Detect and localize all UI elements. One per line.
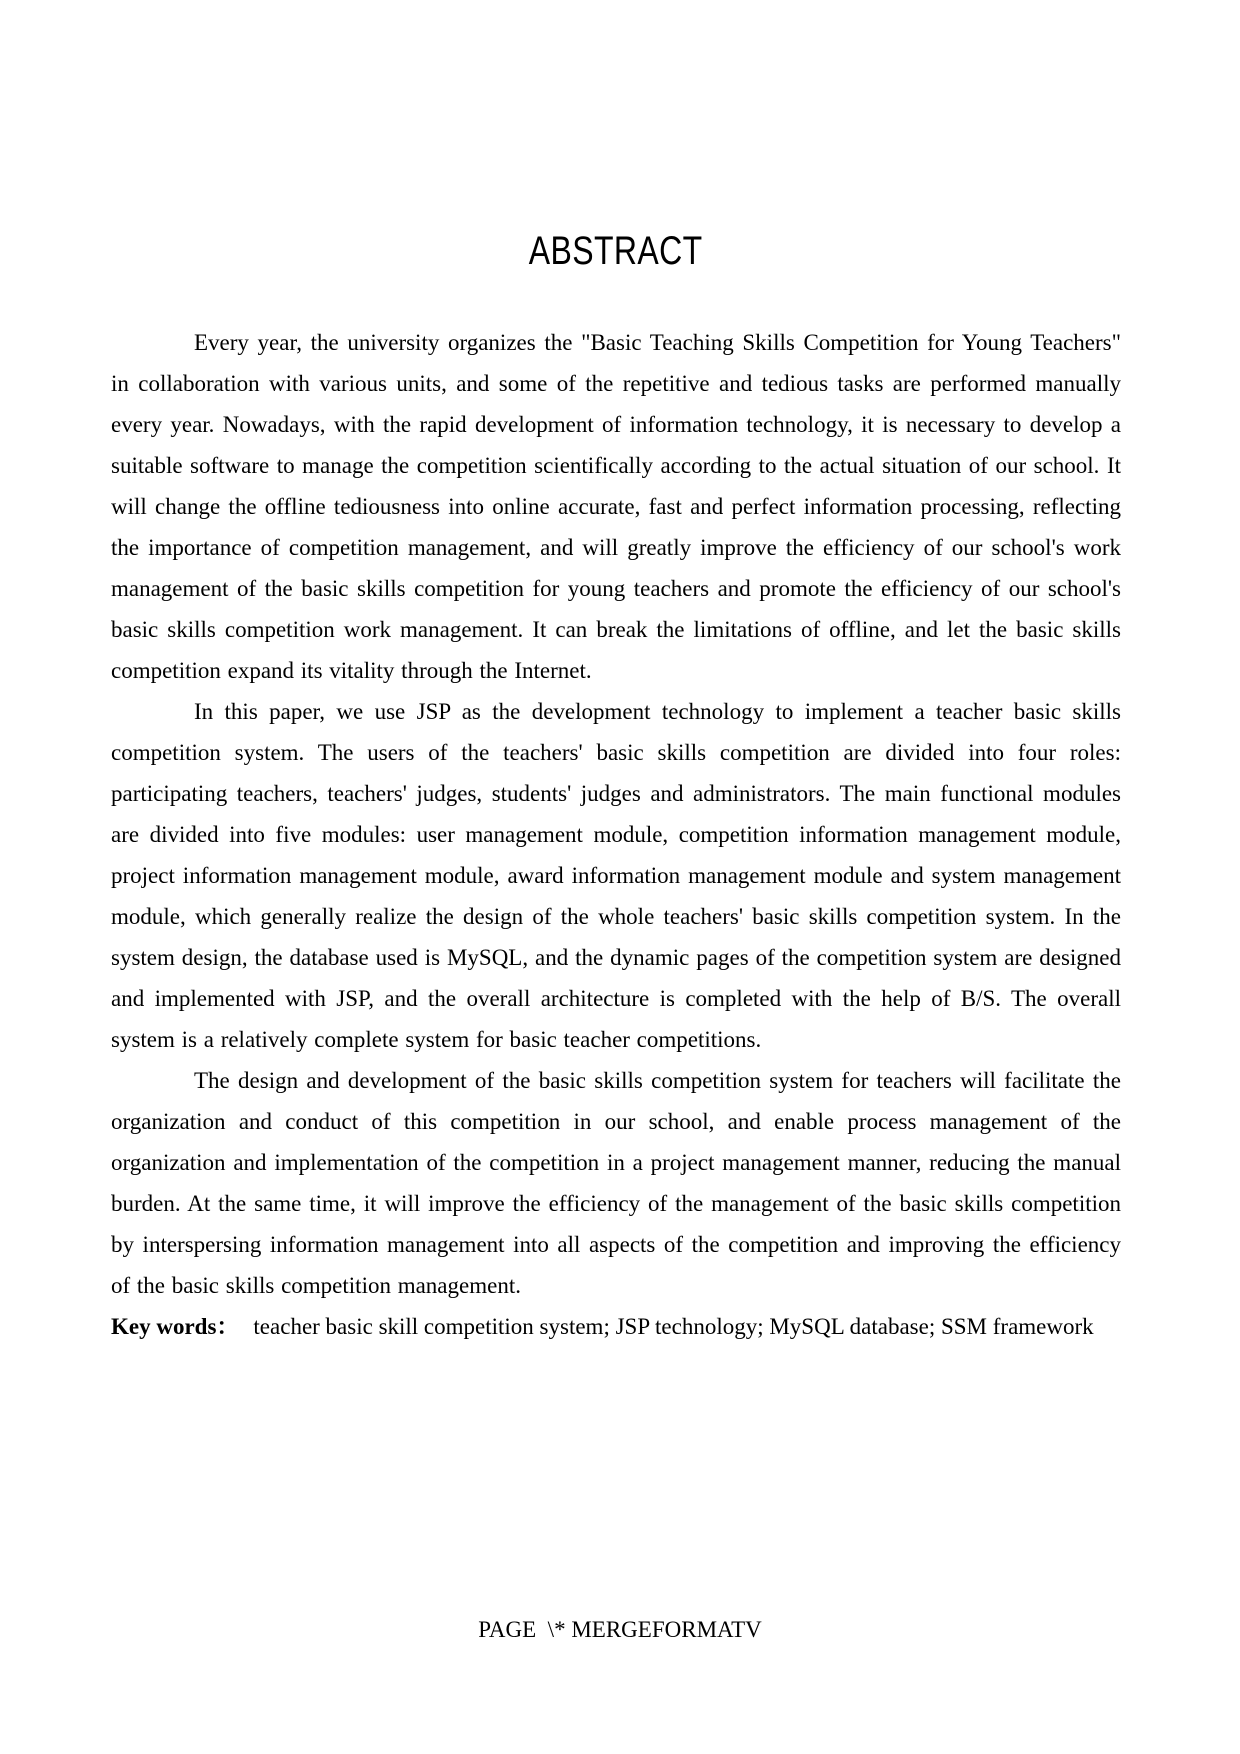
page-title bbox=[111, 0, 1121, 274]
page-title-text: ABSTRACT bbox=[529, 229, 703, 273]
abstract-paragraph-2: In this paper, we use JSP as the development technology to implement a teacher basic skills competition system. The users of the teachers' basic skills competition are divided into four roles: participating teachers, teachers' judges, students' judges and administrators. The main functional modules are divided into five modules: user management module, competition information management module, project information management module, award information management module and system management module, which generally realize the design of the whole teachers' basic skills competition system. In the system design, the database used is MySQL, and the dynamic pages of the competition system are designed and implemented with JSP, and the overall architecture is completed with the help of B/S. The overall system is a relatively complete system for basic teacher competitions. bbox=[111, 699, 1121, 1052]
keywords-label: Key words： bbox=[111, 1314, 240, 1339]
keywords-text: teacher basic skill competition system; JSP technology; MySQL database; SSM framework bbox=[253, 1314, 1094, 1339]
page-footer-field: PAGE \* MERGEFORMATV bbox=[478, 1617, 762, 1642]
abstract-paragraph-3: The design and development of the basic skills competition system for teachers will facilitate the organization and conduct of this competition in our school, and enable process management of the organization and implementation of the competition in a project management manner, reducing the manual burden. At the same time, it will improve the efficiency of the management of the basic skills competition by interspersing information management into all aspects of the competition and improving the efficiency of the basic skills competition management. bbox=[111, 1068, 1121, 1298]
abstract-content bbox=[111, 0, 1121, 1347]
abstract-paragraph-1: Every year, the university organizes the "Basic Teaching Skills Competition for Young Teachers" in collaboration with various units, and some of the repetitive and tedious tasks are performed manually every year. Nowadays, with the rapid development of information technology, it is necessary to develop a suitable software to manage the competition scientifically according to the actual situation of our school. It will change the offline tediousness into online accurate, fast and perfect information processing, reflecting the importance of competition management, and will greatly improve the efficiency of our school's work management of the basic skills competition for young teachers and promote the efficiency of our school's basic skills competition work management. It can break the limitations of offline, and let the basic skills competition expand its vitality through the Internet. bbox=[111, 330, 1121, 683]
keywords-line bbox=[111, 1306, 1121, 1347]
